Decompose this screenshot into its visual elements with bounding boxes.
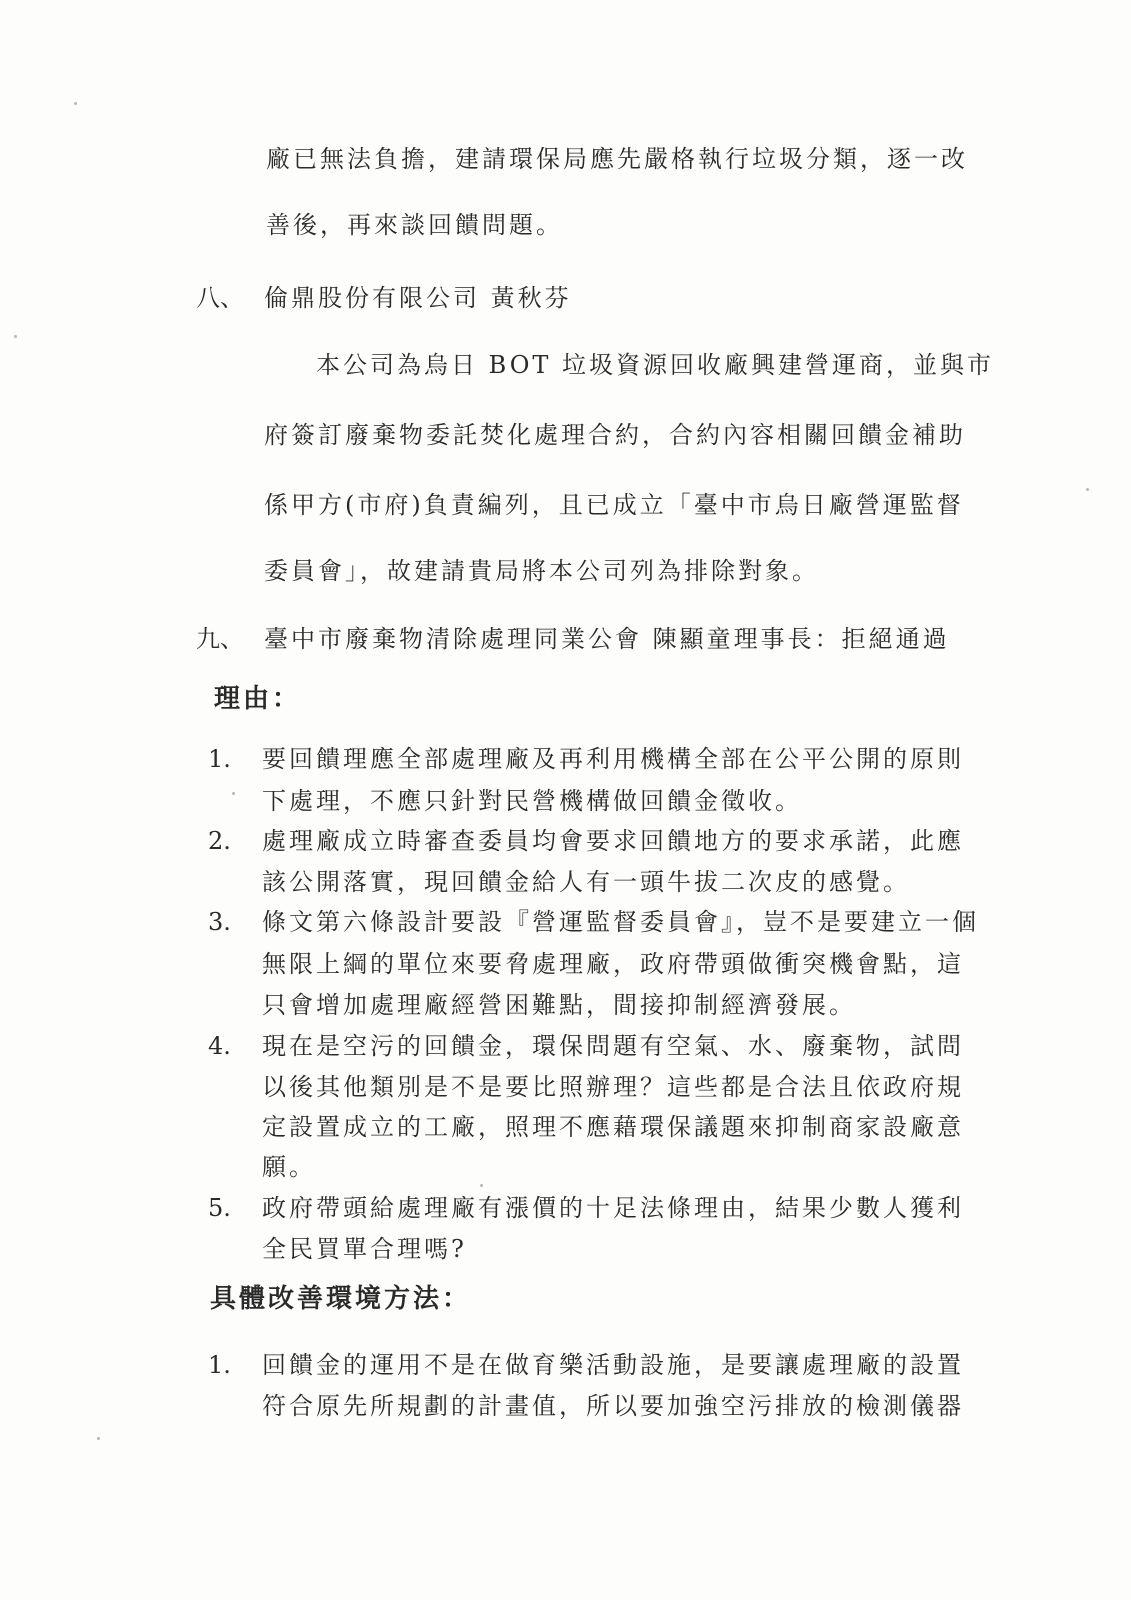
list-item-line: 條文第六條設計要設『營運監督委員會』，豈不是要建立一個 — [262, 908, 979, 936]
body-line: 廠已無法負擔，建請環保局應先嚴格執行垃圾分類，逐一改 — [266, 145, 968, 173]
methods-heading: 具體改善環境方法： — [210, 1284, 472, 1314]
section-title: 倫鼎股份有限公司 黃秋芬 — [264, 284, 572, 312]
body-line: 府簽訂廢棄物委託焚化處理合約，合約內容相關回饋金補助 — [264, 421, 966, 449]
section-marker: 八、 — [196, 284, 244, 312]
list-number: 4. — [208, 1032, 231, 1060]
scan-speck — [74, 102, 77, 105]
list-item-line: 無限上綱的單位來要脅處理廠，政府帶頭做衝突機會點，這 — [262, 950, 964, 978]
scan-speck — [1086, 488, 1089, 491]
scan-speck — [480, 1184, 483, 1187]
list-item-line: 全民買單合理嗎? — [262, 1235, 467, 1263]
list-item-line: 願。 — [262, 1153, 316, 1181]
body-line: 係甲方(市府)負責編列，且已成立「臺中市烏日廠營運監督 — [264, 491, 964, 519]
list-item-line: 現在是空污的回饋金，環保問題有空氣、水、廢棄物，試問 — [262, 1032, 964, 1060]
body-line: 善後，再來談回饋問題。 — [266, 211, 563, 239]
list-number: 1. — [208, 745, 231, 773]
section-marker: 九、 — [196, 625, 244, 653]
list-item-line: 符合原先所規劃的計畫值，所以要加強空污排放的檢測儀器 — [262, 1392, 964, 1420]
body-line: 委員會」，故建請貴局將本公司列為排除對象。 — [264, 557, 819, 585]
list-number: 3. — [208, 908, 231, 936]
scan-speck — [97, 1437, 100, 1440]
list-item-line: 該公開落實，現回饋金給人有一頭牛拔二次皮的感覺。 — [262, 868, 910, 896]
list-number: 5. — [208, 1194, 231, 1222]
scan-speck — [232, 792, 235, 795]
list-number: 1. — [208, 1351, 231, 1379]
list-item-line: 要回饋理應全部處理廠及再利用機構全部在公平公開的原則 — [262, 745, 964, 773]
list-number: 2. — [208, 827, 231, 855]
list-item-line: 下處理，不應只針對民營機構做回饋金徵收。 — [262, 787, 802, 815]
section-title: 臺中市廢棄物清除處理同業公會 陳顯童理事長：拒絕通過 — [264, 625, 950, 653]
list-item-line: 政府帶頭給處理廠有漲價的十足法條理由，結果少數人獲利 — [262, 1194, 964, 1222]
list-item-line: 回饋金的運用不是在做育樂活動設施，是要讓處理廠的設置 — [262, 1351, 964, 1379]
list-item-line: 處理廠成立時審查委員均會要求回饋地方的要求承諾，此應 — [262, 827, 964, 855]
list-item-line: 定設置成立的工廠，照理不應藉環保議題來抑制商家設廠意 — [262, 1113, 964, 1141]
reasons-heading: 理由： — [214, 684, 302, 714]
scan-speck — [14, 335, 17, 338]
list-item-line: 只會增加處理廠經營困難點，間接抑制經濟發展。 — [262, 991, 856, 1019]
list-item-line: 以後其他類別是不是要比照辦理？這些都是合法且依政府規 — [262, 1073, 964, 1101]
body-line: 本公司為烏日 BOT 垃圾資源回收廠興建營運商，並與市 — [316, 351, 995, 379]
